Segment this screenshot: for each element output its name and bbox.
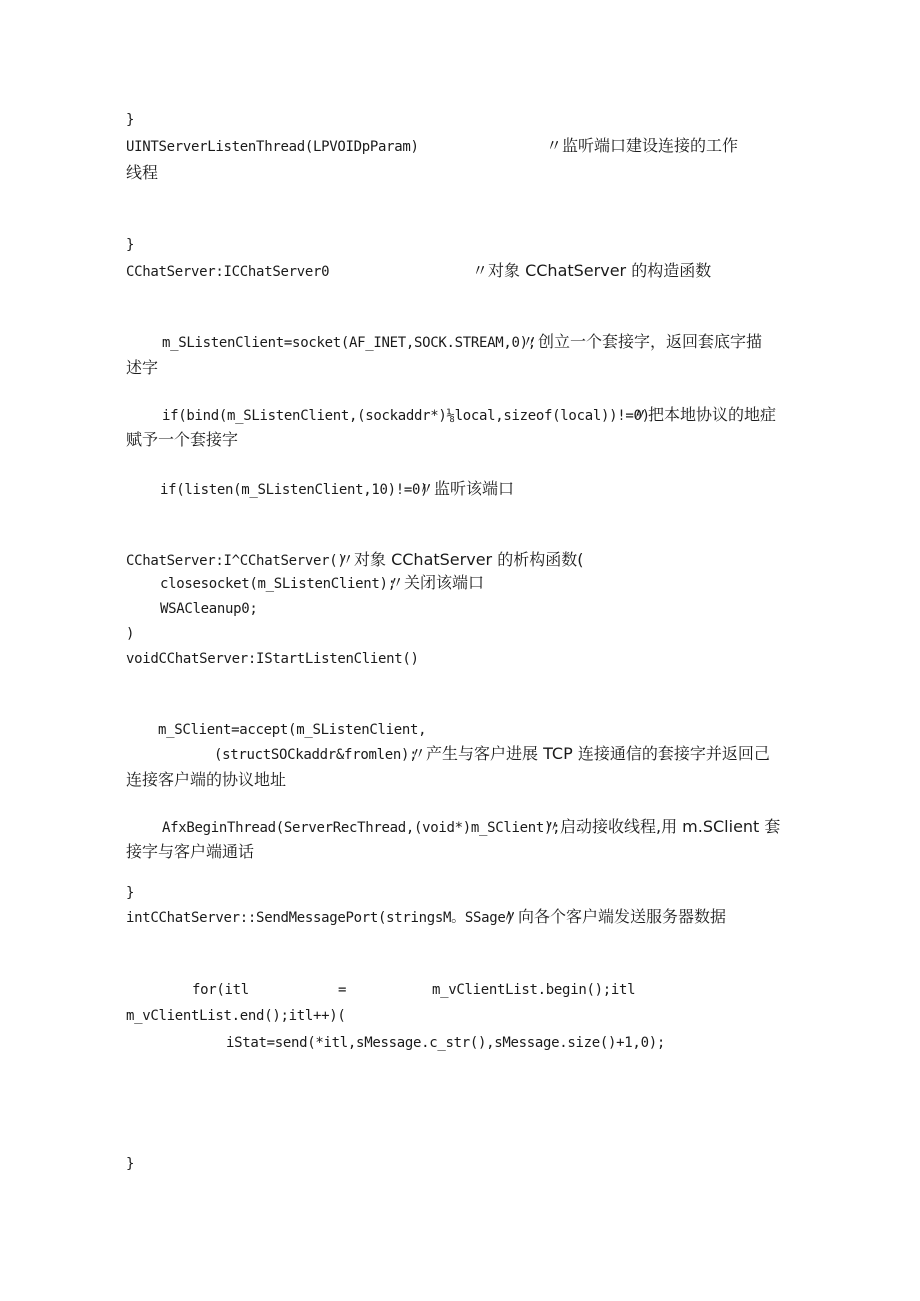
code-text: m_vClientList.begin();itl [432,982,636,998]
code-line [126,909,514,927]
code-text: m_vClientList.end();itl++)( [126,1008,346,1024]
code-line [338,981,346,999]
code-line [126,625,134,643]
code-comment: 〃向各个客户端发送服务器数据 [502,907,727,926]
code-text: ) [126,626,135,642]
code-line [126,552,345,570]
code-text: if(bind(m_SListenClient,(sockaddr*)⅛local,sizeof(local))!=0) [162,408,650,424]
code-text: } [126,237,135,253]
code-line [192,981,249,999]
code-line [160,481,428,499]
code-text: iStat=send(*itl,sMessage.c_str(),sMessage.size()+1,0); [226,1035,665,1051]
code-text: AfxBeginThread(ServerRecThread,(void*)m_SClient); [162,820,561,836]
code-text: intCChatServer::SendMessagePort(stringsM。SSage) [126,910,514,926]
code-comment: 〃把本地协议的地症 [632,405,777,424]
code-comment: 连接客户端的协议地址 [126,770,287,789]
code-text: m_SClient=accept(m_SListenClient, [158,722,427,738]
code-text: voidCChatServer:IStartListenClient() [126,651,419,667]
code-text: if(listen(m_SListenClient,10)!=0) [160,482,429,498]
code-comment: 接字与客户端通话 [126,842,255,861]
code-text: = [338,982,347,998]
code-line [126,111,134,129]
code-line [126,138,419,156]
code-line [126,884,134,902]
code-comment: 〃对象 CChatServer 的析构函数( [338,550,584,569]
code-text: UINTServerListenThread(LPVOIDpParam) [126,139,419,155]
code-line [126,263,329,281]
code-text: CChatServer:ICChatServer0 [126,264,330,280]
code-text: } [126,112,135,128]
code-comment: 〃启动接收线程,用 m.SClient 套 [544,817,781,836]
code-comment: 赋予一个套接字 [126,430,239,449]
code-line [162,407,650,425]
code-line [126,1155,134,1173]
code-text: (structSOCkaddr&fromlen); [214,747,418,763]
code-comment: 〃创立一个套接字，返回套底字描 [522,332,763,351]
code-line [126,1007,345,1025]
code-comment: 〃对象 CChatServer 的构造函数 [472,261,712,280]
code-line [160,600,258,618]
code-text: } [126,1156,135,1172]
code-comment: 〃监听该端口 [418,479,515,498]
code-line [160,575,396,593]
code-text: for(itl [192,982,249,998]
code-line [226,1034,665,1052]
code-comment: 线程 [126,163,159,182]
code-line [126,236,134,254]
code-text: CChatServer:I^CChatServer() [126,553,346,569]
code-line [162,334,536,352]
code-comment: 〃产生与客户进展 TCP 连接通信的套接字并返回己 [410,744,770,763]
code-line [214,746,417,764]
code-line [158,721,426,739]
code-text: WSACleanup0; [160,601,258,617]
code-line [162,819,560,837]
code-comment: 〃监听端口建设连接的工作 [546,136,739,155]
code-text: closesocket(m_SListenClient); [160,576,396,592]
code-line [126,650,419,668]
code-comment: 述字 [126,358,159,377]
code-line [432,981,635,999]
code-text: m_SListenClient=socket(AF_INET,SOCK.STREAM,0); [162,335,536,351]
code-comment: 〃关闭该端口 [388,573,485,592]
code-text: } [126,885,135,901]
